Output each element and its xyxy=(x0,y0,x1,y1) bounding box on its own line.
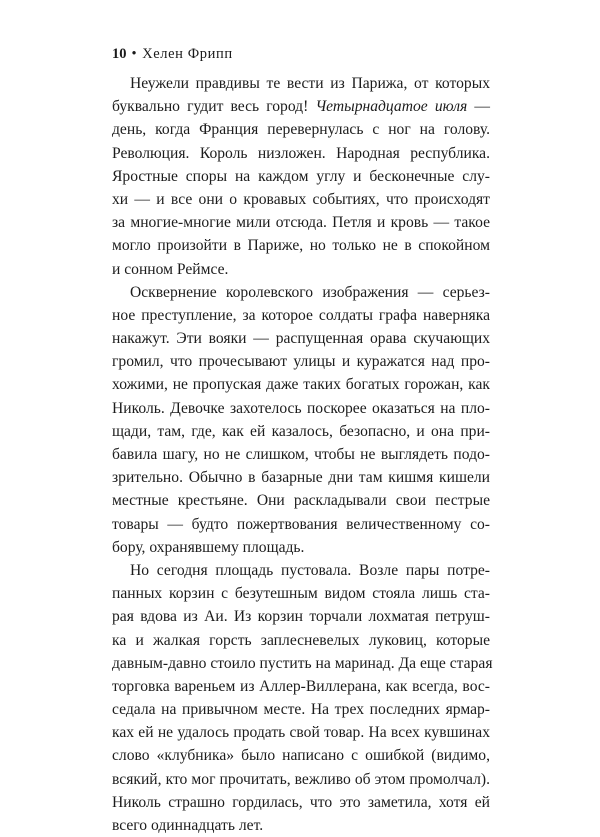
text-line xyxy=(112,95,490,118)
text-segment: Николь. Девочке захотелось поскорее оказаться на пло- xyxy=(112,399,490,417)
text-line xyxy=(112,281,490,304)
text-line xyxy=(112,142,490,165)
paragraph xyxy=(112,559,493,837)
text-line xyxy=(112,327,490,350)
text-line xyxy=(112,768,490,791)
body-text xyxy=(112,72,493,837)
text-line xyxy=(112,489,490,512)
header-separator: • xyxy=(131,46,138,62)
text-line xyxy=(112,675,490,698)
text-line xyxy=(112,721,490,744)
text-segment: бавила шагу, но не слишком, чтобы не выглядеть подо- xyxy=(112,446,490,463)
text-segment: панных корзин с безутешным видом стояла лишь ста- xyxy=(112,585,490,603)
text-line xyxy=(112,165,490,188)
text-line xyxy=(112,72,490,95)
text-line xyxy=(112,791,490,814)
running-head xyxy=(112,46,233,63)
italic-phrase: Четырнадцатое июля xyxy=(315,98,468,116)
text-line xyxy=(112,373,490,396)
text-segment: всего одиннадцать лет. xyxy=(112,817,264,834)
text-line xyxy=(112,304,490,327)
text-segment: всякий, кто мог прочитать, вежливо об этом промолчал). xyxy=(112,770,490,788)
text-line xyxy=(112,814,490,837)
text-line xyxy=(112,605,490,628)
text-segment: за многие-многие мили отсюда. Петля и кровь — такое xyxy=(112,214,490,232)
text-line xyxy=(112,350,490,373)
text-segment: Осквернение королевского изображения — серьез- xyxy=(130,283,490,301)
text-line xyxy=(112,211,490,234)
text-line xyxy=(112,420,490,443)
text-line xyxy=(112,443,490,466)
text-segment: и сонном Реймсе. xyxy=(112,260,229,278)
text-segment: слово «клубника» было написано с ошибкой (видимо, xyxy=(112,747,490,765)
text-line xyxy=(112,513,490,536)
text-segment: — xyxy=(467,98,490,116)
text-segment: давным-давно стоило пустить на маринад. Да еще старая xyxy=(112,654,493,672)
text-line xyxy=(112,559,490,582)
text-line xyxy=(112,188,490,211)
text-segment: хи — и все они о кровавых событиях, что происходят xyxy=(112,190,490,208)
text-line xyxy=(112,582,490,605)
text-line xyxy=(112,744,490,767)
text-line xyxy=(112,258,490,281)
text-segment: рая вдова из Аи. Из корзин торчали лохматая петруш- xyxy=(112,608,490,626)
text-segment: буквально гудит весь город! xyxy=(112,98,316,116)
text-segment: седала на привычном месте. На трех последних ярмар- xyxy=(112,701,490,719)
text-line xyxy=(112,652,493,675)
text-segment: Неужели правдивы те вести из Парижа, от которых xyxy=(130,75,490,92)
paragraph xyxy=(112,72,490,281)
text-segment: накажут. Эти вояки — распущенная орава скучающих xyxy=(112,330,490,348)
text-line xyxy=(112,629,490,652)
text-segment: торговка вареньем из Аллер-Виллерана, как всегда, вос- xyxy=(112,677,490,695)
text-segment: могло произойти в Париже, но только не в спокойном xyxy=(112,237,490,255)
text-segment: Николь страшно гордилась, что это заметила, хотя ей xyxy=(112,793,490,811)
text-segment: товары — будто пожертвования величественному со- xyxy=(112,515,490,533)
text-segment: зрительно. Обычно в базарные дни там кишмя кишели xyxy=(112,469,490,487)
text-segment: Яростные споры на каждом углу и бесконечные слу- xyxy=(112,167,490,185)
page-number: 10 xyxy=(112,46,127,62)
text-segment: ках ей не удалось продать свой товар. На всех кувшинах xyxy=(112,724,490,742)
text-segment: ное преступление, за которое солдаты графа наверняка xyxy=(112,306,490,324)
text-segment: бору, охранявшему площадь. xyxy=(112,538,305,556)
text-segment: Но сегодня площадь пустовала. Возле пары потре- xyxy=(130,561,490,579)
author-name: Хелен Фрипп xyxy=(142,46,233,62)
text-segment: хожими, не пропуская даже таких богатых горожан, как xyxy=(112,376,490,394)
text-segment: щади, там, где, как ей казалось, безопасно, и она при- xyxy=(112,422,490,440)
text-segment: громил, что прочесывают улицы и куражатся над про- xyxy=(112,353,490,371)
text-line xyxy=(112,234,490,257)
text-segment: Революция. Король низложен. Народная республика. xyxy=(112,144,490,162)
text-segment: местные крестьяне. Они раскладывали свои пестрые xyxy=(112,492,490,510)
text-line xyxy=(112,536,490,559)
text-line xyxy=(112,466,490,489)
text-line xyxy=(112,118,490,141)
text-line xyxy=(112,397,490,420)
text-segment: ка и жалкая горсть заплесневелых луковиц, которые xyxy=(112,631,490,649)
text-segment: день, когда Франция перевернулась с ног на голову. xyxy=(112,121,490,139)
text-line xyxy=(112,698,490,721)
paragraph xyxy=(112,281,490,559)
